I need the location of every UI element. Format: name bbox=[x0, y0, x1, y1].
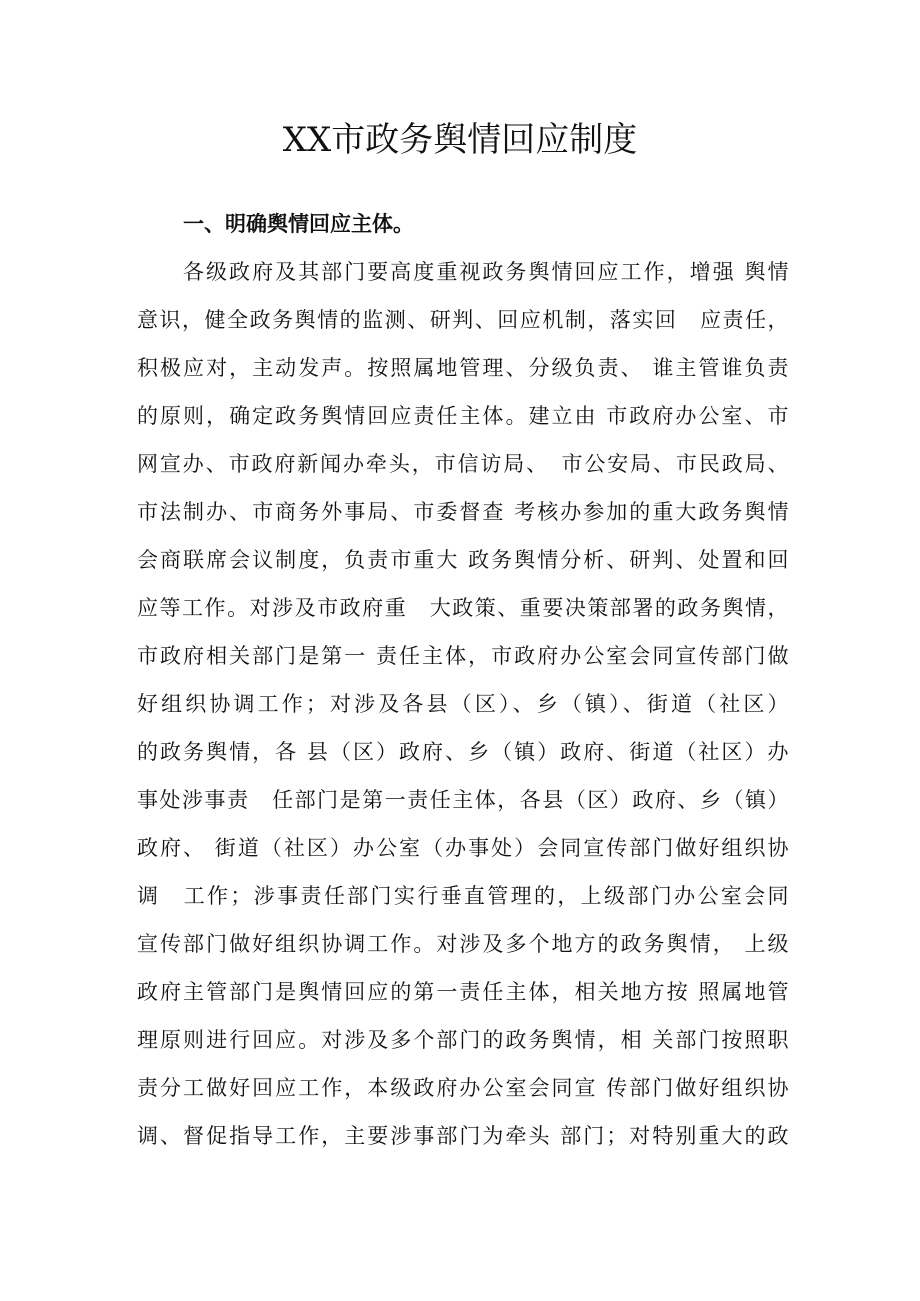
body-line: 调 工作；涉事责任部门实行垂直管理的，上级部门办公室会同 bbox=[137, 884, 789, 908]
section-heading: 一、明确舆情回应主体。 bbox=[183, 212, 414, 236]
body-line: 政府、 街道（社区）办公室（办事处）会同宣传部门做好组织协 bbox=[137, 836, 789, 860]
body-line: 意识，健全政务舆情的监测、研判、回应机制，落实回 应责任， bbox=[137, 308, 789, 332]
body-line: 应等工作。对涉及市政府重 大政策、重要决策部署的政务舆情， bbox=[137, 596, 789, 620]
body-line: 政府主管部门是舆情回应的第一责任主体，相关地方按 照属地管 bbox=[137, 980, 789, 1004]
body-line: 事处涉事责 任部门是第一责任主体，各县（区）政府、乡（镇） bbox=[137, 788, 789, 812]
body-line: 调、督促指导工作，主要涉事部门为牵头 部门；对特别重大的政 bbox=[137, 1124, 789, 1148]
body-line: 会商联席会议制度，负责市重大 政务舆情分析、研判、处置和回 bbox=[137, 548, 789, 572]
body-line: 好组织协调工作；对涉及各县（区）、乡（镇）、街道（社区） bbox=[137, 692, 789, 716]
body-line: 积极应对，主动发声。按照属地管理、分级负责、 谁主管谁负责 bbox=[137, 356, 789, 380]
body-line: 的政务舆情，各 县（区）政府、乡（镇）政府、街道（社区）办 bbox=[137, 740, 789, 764]
body-line: 理原则进行回应。对涉及多个部门的政务舆情，相 关部门按照职 bbox=[137, 1028, 789, 1052]
body-line: 市政府相关部门是第一 责任主体，市政府办公室会同宣传部门做 bbox=[137, 644, 789, 668]
document-title: XX市政务舆情回应制度 bbox=[282, 120, 638, 160]
body-line: 网宣办、市政府新闻办牵头，市信访局、 市公安局、市民政局、 bbox=[137, 452, 789, 476]
body-line: 市法制办、市商务外事局、市委督查 考核办参加的重大政务舆情 bbox=[137, 500, 789, 524]
body-line: 的原则，确定政务舆情回应责任主体。建立由 市政府办公室、市 bbox=[137, 404, 789, 428]
body-line: 各级政府及其部门要高度重视政务舆情回应工作，增强 舆情 bbox=[183, 260, 789, 284]
body-line: 宣传部门做好组织协调工作。对涉及多个地方的政务舆情， 上级 bbox=[137, 932, 789, 956]
body-line: 责分工做好回应工作，本级政府办公室会同宣 传部门做好组织协 bbox=[137, 1076, 789, 1100]
